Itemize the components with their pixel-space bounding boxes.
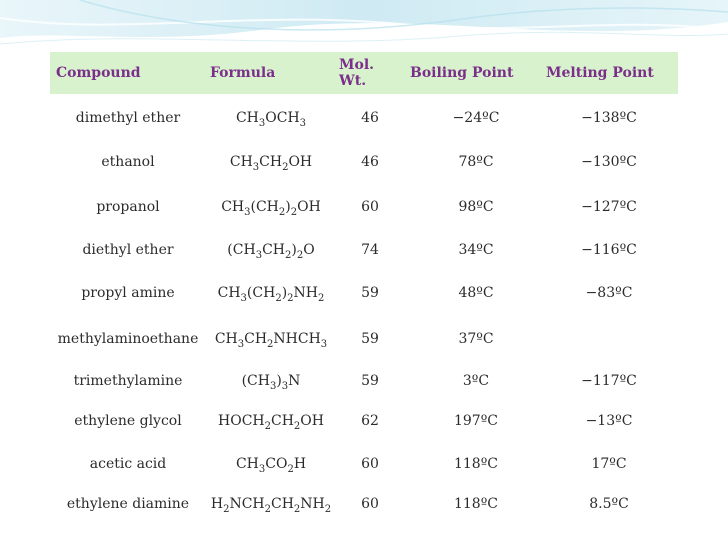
melting-point-cell: −13ºC <box>585 413 633 429</box>
formula-cell: $HOCH_2CH_2OH$ <box>218 413 324 432</box>
boiling-point-cell: 34ºC <box>458 242 494 258</box>
boiling-point-cell: 37ºC <box>458 331 494 347</box>
compound-name-cell: acetic acid <box>89 456 167 472</box>
compound-name-cell: diethyl ether <box>82 242 174 258</box>
table-row <box>50 327 678 351</box>
boiling-point-cell: 197ºC <box>453 413 499 429</box>
table-header <box>50 52 678 94</box>
formula-cell: $CH_3CO_2H$ <box>235 456 307 475</box>
header-compound: Compound <box>56 65 141 81</box>
header-melting-point: Melting Point <box>546 65 654 81</box>
melting-point-cell: −117ºC <box>581 373 637 389</box>
boiling-point-cell: 3ºC <box>462 373 490 389</box>
table-row <box>50 150 678 174</box>
melting-point-cell <box>554 327 664 351</box>
mol-wt-cell: 60 <box>361 199 379 215</box>
melting-point-cell: −83ºC <box>585 285 633 301</box>
mol-wt-cell: 60 <box>361 456 379 472</box>
table-row <box>50 195 678 219</box>
boiling-point-cell: −24ºC <box>452 110 500 126</box>
compound-name-cell: dimethyl ether <box>75 110 181 126</box>
mol-wt-cell: 46 <box>361 154 379 170</box>
melting-point-cell: −127ºC <box>581 199 637 215</box>
melting-point-cell: 8.5ºC <box>589 496 629 512</box>
table-row <box>50 409 678 433</box>
compound-name-cell: trimethylamine <box>73 373 183 389</box>
mol-wt-cell: 59 <box>361 331 379 347</box>
table-row <box>50 369 678 393</box>
table-row <box>50 452 678 476</box>
table-row <box>50 238 678 262</box>
mol-wt-cell: 74 <box>361 242 379 258</box>
mol-wt-cell: 59 <box>361 373 379 389</box>
compound-name-cell: ethylene diamine <box>66 496 190 512</box>
formula-cell: $CH_3(CH_2)_2NH_2$ <box>217 285 325 304</box>
header-mol-wt: Mol. Wt. <box>339 57 375 89</box>
compound-name-cell: propanol <box>96 199 160 215</box>
formula-cell: $CH_3OCH_3$ <box>235 110 307 129</box>
melting-point-cell: −116ºC <box>581 242 637 258</box>
mol-wt-cell: 59 <box>361 285 379 301</box>
melting-point-cell: −138ºC <box>581 110 637 126</box>
melting-point-cell: 17ºC <box>591 456 627 472</box>
header-boiling-point: Boiling Point <box>410 65 514 81</box>
formula-cell: $CH_3CH_2OH$ <box>229 154 313 173</box>
formula-cell: $(CH_3)_3N$ <box>241 373 301 392</box>
compound-name-cell: ethanol <box>101 154 155 170</box>
boiling-point-cell: 118ºC <box>453 456 499 472</box>
melting-point-cell: −130ºC <box>581 154 637 170</box>
boiling-point-cell: 78ºC <box>458 154 494 170</box>
compound-name-cell: ethylene glycol <box>74 413 182 429</box>
boiling-point-cell: 98ºC <box>458 199 494 215</box>
mol-wt-cell: 46 <box>361 110 379 126</box>
compound-name-cell: propyl amine <box>81 285 175 301</box>
header-formula: Formula <box>210 65 276 81</box>
formula-cell: $H_2NCH_2CH_2NH_2$ <box>210 496 332 515</box>
compound-name-cell: methylaminoethane <box>57 331 199 347</box>
boiling-point-cell: 48ºC <box>458 285 494 301</box>
mol-wt-cell: 60 <box>361 496 379 512</box>
formula-cell: $(CH_3CH_2)_2O$ <box>227 242 315 261</box>
formula-cell: $CH_3(CH_2)_2OH$ <box>221 199 321 218</box>
formula-cell: $CH_3CH_2NHCH_3$ <box>214 331 328 350</box>
table-row <box>50 106 678 130</box>
mol-wt-cell: 62 <box>361 413 379 429</box>
table-row <box>50 281 678 305</box>
table-row <box>50 492 678 516</box>
boiling-point-cell: 118ºC <box>453 496 499 512</box>
